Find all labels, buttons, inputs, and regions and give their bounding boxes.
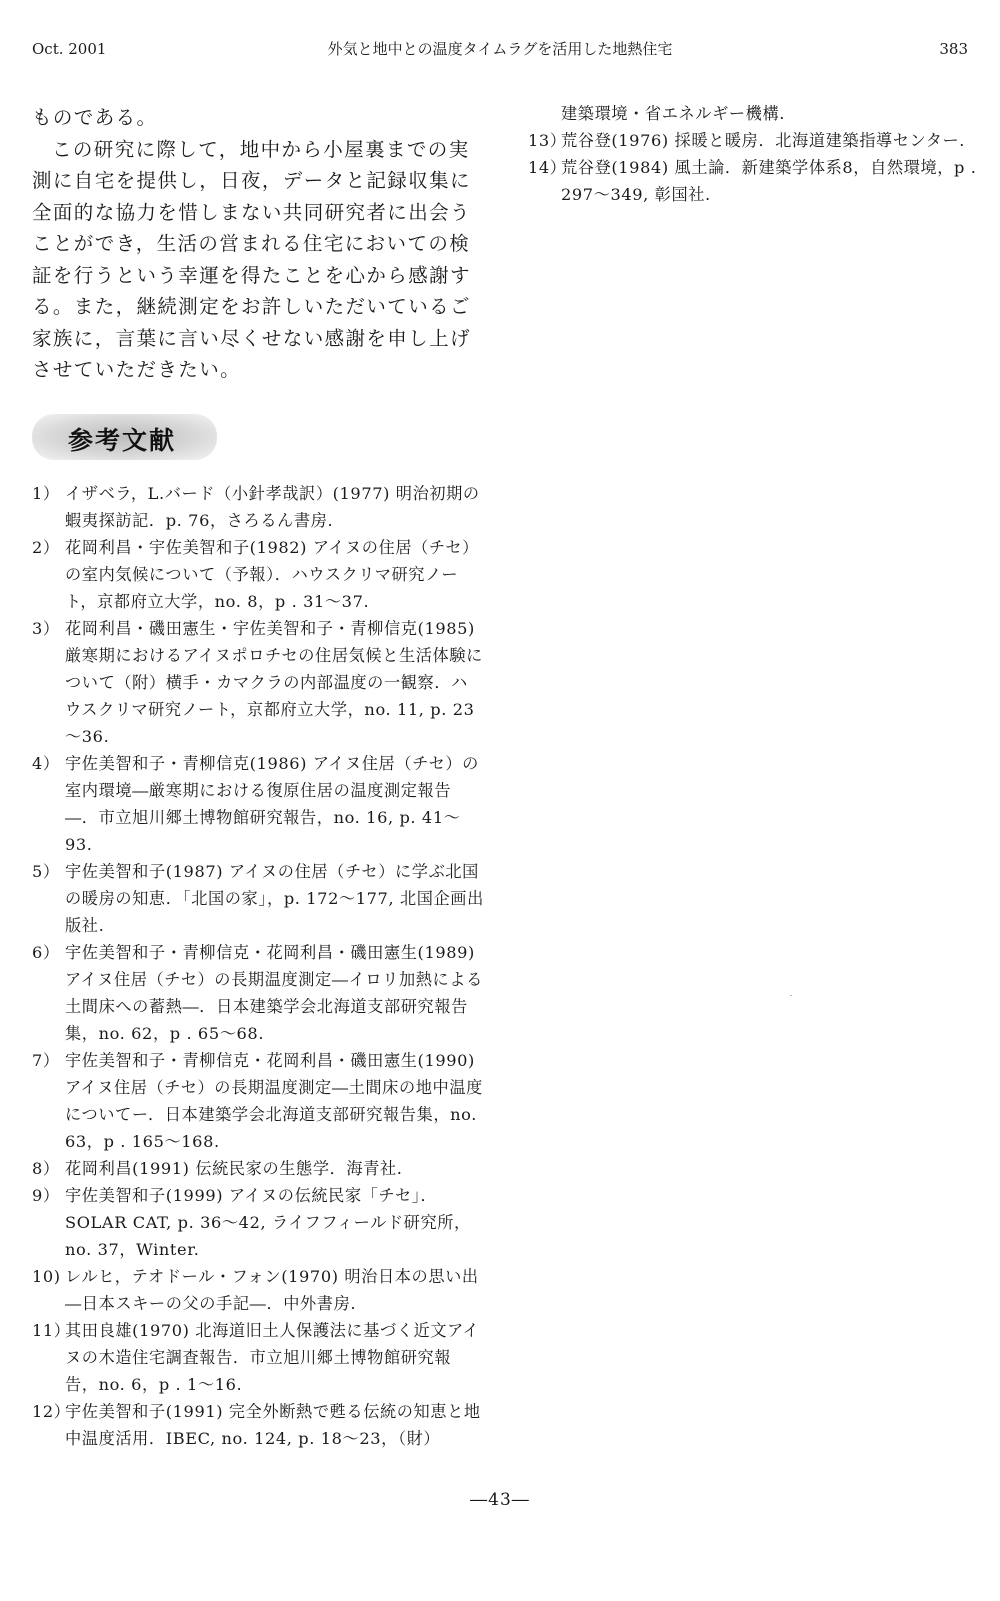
reference-item [32, 1155, 484, 1182]
reference-text: 荒谷登(1976) 採暖と暖房．北海道建築指導センター. [561, 131, 966, 150]
reference-text: 其田良雄(1970) 北海道旧土人保護法に基づく近文アイヌの木造住宅調査報告．市立旭川郷土博物館研究報告，no. 6，p . 1～16. [65, 1320, 480, 1394]
reference-text: 宇佐美智和子(1987) アイヌの住居（チセ）に学ぶ北国の暖房の知恵．「北国の家」，p. 172～177, 北国企画出版社. [65, 861, 484, 935]
reference-text: レルヒ，テオドール・フォン(1970) 明治日本の思い出―日本スキーの父の手記―．中外書房. [65, 1266, 479, 1313]
reference-text: 宇佐美智和子・青柳信克(1986) アイヌ住居（チセ）の室内環境―厳寒期における復原住居の温度測定報告―．市立旭川郷土博物館研究報告，no. 16, p. 41～93. [65, 753, 479, 854]
page-number: 383 [939, 40, 968, 58]
issue-date: Oct. 2001 [32, 40, 107, 58]
reference-item [32, 858, 484, 939]
references-heading [32, 414, 217, 460]
reference-text: 花岡利昌・磯田憲生・宇佐美智和子・青柳信克(1985) 厳寒期におけるアイヌポロチセの住居気候と生活体験について（附）横手・カマクラの内部温度の一観察．ハウスクリマ研究ノート，京都府立大学，no. 11, p. 23～36. [65, 618, 483, 746]
reference-number: 11） [32, 1320, 71, 1340]
reference-text: イザベラ，L.バード（小針孝哉訳）(1977) 明治初期の蝦夷探訪記．p. 76，さろるん書房. [65, 483, 480, 530]
reference-item [32, 1398, 484, 1452]
reference-text: 宇佐美智和子(1999) アイヌの伝統民家「チセ」．SOLAR CAT, p. 36～42, ライフフィールド研究所，no. 37，Winter. [65, 1185, 471, 1259]
reference-item [32, 1317, 484, 1398]
reference-text: 荒谷登(1984) 風土論．新建築学体系8，自然環境，p . 297～349, 彰国社. [561, 158, 977, 204]
right-column [528, 100, 978, 208]
footer-page-number: ―43― [470, 1490, 530, 1510]
reference-number: 5） [32, 861, 60, 881]
reference-number: 6） [32, 942, 60, 962]
reference-number: 1） [32, 483, 60, 503]
reference-text: 宇佐美智和子・青柳信克・花岡利昌・磯田憲生(1990) アイヌ住居（チセ）の長期温度測定―土間床の地中温度についてー．日本建築学会北海道支部研究報告集，no. 63，p . 165～168. [65, 1050, 483, 1151]
reference-item [32, 1263, 484, 1317]
reference-text: 花岡利昌(1991) 伝統民家の生態学．海青社. [65, 1158, 403, 1178]
reference-item [528, 154, 978, 208]
reference-item [32, 1047, 484, 1155]
reference-text: 宇佐美智和子(1991) 完全外断熱で甦る伝統の知恵と地中温度活用．IBEC, no. 124, p. 18～23，（財） [65, 1401, 481, 1448]
reference-continuation: 建築環境・省エネルギー機構. [561, 104, 785, 123]
reference-number: 13） [528, 131, 567, 150]
reference-item [32, 1182, 484, 1263]
body-paragraph-2: この研究に際して，地中から小屋裏までの実測に自宅を提供し，日夜，データと記録収集に全面的な協力を惜しまない共同研究者に出会うことができ，生活の営まれる住宅においての検証を行うという幸運を得たことを心から感謝する。また，継続測定をお許しいただいているご家族に，言葉に言い尽くせない感謝を申し上げさせていただきたい。 [32, 137, 471, 381]
body-paragraph-1: ものである。 [32, 106, 158, 129]
reference-item [32, 480, 484, 534]
reference-item [32, 750, 484, 858]
left-column [32, 102, 484, 1452]
page-footer [0, 1490, 1000, 1510]
reference-item [32, 615, 484, 750]
reference-item [32, 534, 484, 615]
page-header [32, 38, 968, 68]
references-heading-text: 参考文献 [68, 425, 177, 455]
reference-text: 宇佐美智和子・青柳信克・花岡利昌・磯田憲生(1989) アイヌ住居（チセ）の長期温度測定―イロリ加熱による土間床への蓄熱―．日本建築学会北海道支部研究報告集，no. 62，p . 65～68. [65, 942, 483, 1043]
reference-number: 4） [32, 753, 60, 773]
running-title: 外気と地中との温度タイムラグを活用した地熱住宅 [327, 40, 673, 58]
reference-number: 10) [32, 1266, 61, 1286]
reference-number: 3） [32, 618, 60, 638]
reference-number: 9） [32, 1185, 60, 1205]
reference-number: 7） [32, 1050, 60, 1070]
reference-number: 12） [32, 1401, 71, 1421]
reference-number: 8） [32, 1158, 60, 1178]
reference-number: 2） [32, 537, 60, 557]
reference-text: 花岡利昌・宇佐美智和子(1982) アイヌの住居（チセ）の室内気候について（予報）．ハウスクリマ研究ノート，京都府立大学，no. 8，p . 31～37. [65, 537, 479, 611]
reference-list [32, 480, 484, 1452]
reference-item [32, 939, 484, 1047]
scan-speck [790, 995, 792, 996]
reference-number: 14） [528, 158, 567, 177]
reference-item [528, 127, 978, 154]
reference-list-continued [528, 127, 978, 208]
